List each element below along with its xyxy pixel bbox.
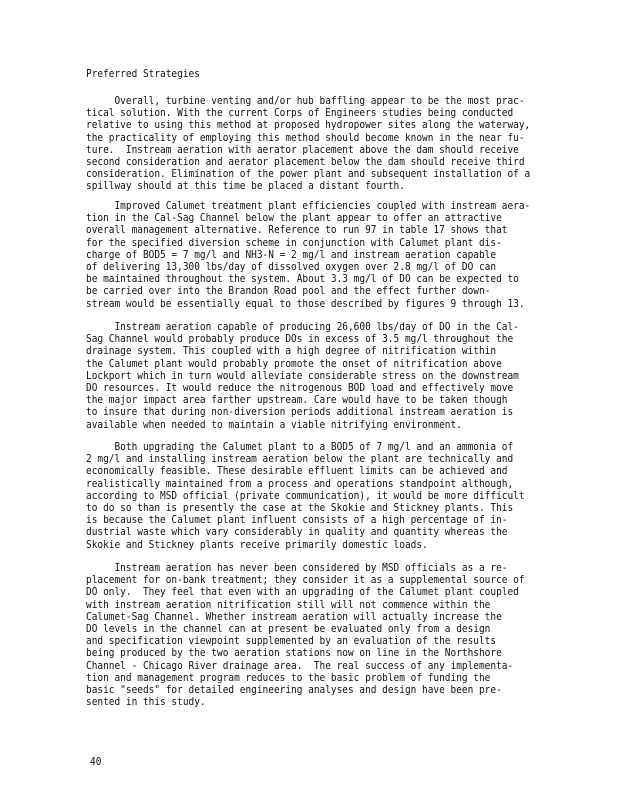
- text-line: relative to using this method at proposed hydropower sites along the waterway,: [86, 118, 531, 132]
- paragraph-plant-upgrade: [86, 441, 596, 551]
- text-line: placement for on-bank treatment; they consider it as a supplemental source of: [86, 573, 525, 587]
- text-line: ture. Instream aeration with aerator placement above the dam should receive: [86, 142, 519, 156]
- text-line: DO levels in the channel can at present be evaluated only from a design: [86, 621, 491, 635]
- paragraph-preferred-solution: [86, 95, 603, 193]
- text-line: drainage system. This coupled with a high degree of nitrification within: [86, 344, 497, 358]
- text-line: for the specified diversion scheme in conjunction with Calumet plant dis-: [86, 235, 502, 249]
- text-line: tion and management program reduces to the basic problem of funding the: [86, 670, 491, 684]
- text-line: second consideration and aerator placement below the dam should receive third: [86, 154, 525, 168]
- text-line: Instream aeration has never been considered by MSD officials as a re-: [86, 561, 508, 574]
- text-line: tion in the Cal-Sag Channel below the plant appear to offer an attractive: [86, 211, 502, 225]
- text-line: Skokie and Stickney plants receive primarily domestic loads.: [86, 537, 428, 551]
- text-line: being produced by the two aeration stations now on line in the Northshore: [86, 646, 502, 660]
- paragraph-calumet-treatment: [86, 200, 603, 310]
- text-line: spillway should at this time be placed a distant fourth.: [86, 179, 405, 193]
- text-line: stream would be essentially equal to those described by figures 9 through 13.: [86, 296, 525, 310]
- text-line: tical solution. With the current Corps of Engineers studies being conducted: [86, 106, 514, 120]
- text-line: Channel - Chicago River drainage area. The real success of any implementa-: [86, 658, 514, 672]
- text-line: according to MSD official (private communication), it would be more difficult: [86, 488, 525, 502]
- text-line: available when needed to maintain a viable nitrifying environment.: [86, 417, 462, 431]
- text-line: 2 mg/l and installing instream aeration below the plant are technically and: [86, 452, 514, 466]
- text-line: Both upgrading the Calumet plant to a BOD5 of 7 mg/l and an ammonia of: [86, 440, 514, 453]
- text-line: dustrial waste which vary considerably in quality and quantity whereas the: [86, 525, 508, 539]
- text-line: DO only. They feel that even with an upgrading of the Calumet plant coupled: [86, 585, 519, 599]
- text-line: Improved Calumet treatment plant efficiencies coupled with instream aera-: [86, 199, 531, 212]
- text-line: economically feasible. These desirable effluent limits can be achieved and: [86, 464, 508, 478]
- text-line: charge of BOD5 = 7 mg/l and NH3-N = 2 mg/l and instream aeration capable: [86, 247, 497, 261]
- text-line: is because the Calumet plant influent consists of a high percentage of in-: [86, 513, 508, 527]
- text-line: of delivering 13,300 lbs/day of dissolved oxygen over 2.8 mg/l of DO can: [86, 259, 497, 273]
- text-line: Lockport which in turn would alleviate considerable stress on the downstream: [86, 368, 519, 382]
- text-line: be maintained throughout the system. About 3.3 mg/l of DO can be expected to: [86, 272, 519, 286]
- paragraph-instream-aeration: [86, 321, 589, 431]
- text-line: Sag Channel would probably produce DOs in excess of 3.5 mg/l throughout the: [86, 332, 514, 346]
- paragraph-msd-officials: [86, 562, 596, 708]
- text-line: the practicality of employing this method should become known in the near fu-: [86, 130, 525, 144]
- section-heading: Preferred Strategies: [86, 67, 200, 80]
- text-line: DO resources. It would reduce the nitrogenous BOD load and effectively move: [86, 380, 514, 394]
- text-line: and specification viewpoint supplemented by an evaluation of the results: [86, 634, 497, 648]
- text-line: realistically maintained from a process and operations standpoint although,: [86, 476, 514, 490]
- text-line: sented in this study.: [86, 695, 206, 709]
- page-number: 40: [90, 755, 102, 768]
- text-line: with instream aeration nitrification still will not commence within the: [86, 597, 491, 611]
- text-line: the Calumet plant would probably promote the onset of nitrification above: [86, 356, 502, 370]
- text-line: overall management alternative. Reference to run 97 in table 17 shows that: [86, 223, 508, 237]
- text-line: the major impact area farther upstream. Care would have to be taken though: [86, 393, 508, 407]
- text-line: consideration. Elimination of the power plant and subsequent installation of a: [86, 167, 531, 181]
- text-line: to insure that during non-diversion periods additional instream aeration is: [86, 405, 514, 419]
- text-line: basic "seeds" for detailed engineering analyses and design have been pre-: [86, 682, 502, 696]
- text-line: Overall, turbine venting and/or hub baffling appear to be the most prac-: [86, 94, 525, 107]
- text-line: be carried over into the Brandon Road pool and the effect further down-: [86, 284, 491, 298]
- text-line: to do so than is presently the case at the Skokie and Stickney plants. This: [86, 500, 514, 514]
- text-line: Instream aeration capable of producing 26,600 lbs/day of DO in the Cal-: [86, 320, 519, 333]
- text-line: Calumet-Sag Channel. Whether instream aeration will actually increase the: [86, 609, 502, 623]
